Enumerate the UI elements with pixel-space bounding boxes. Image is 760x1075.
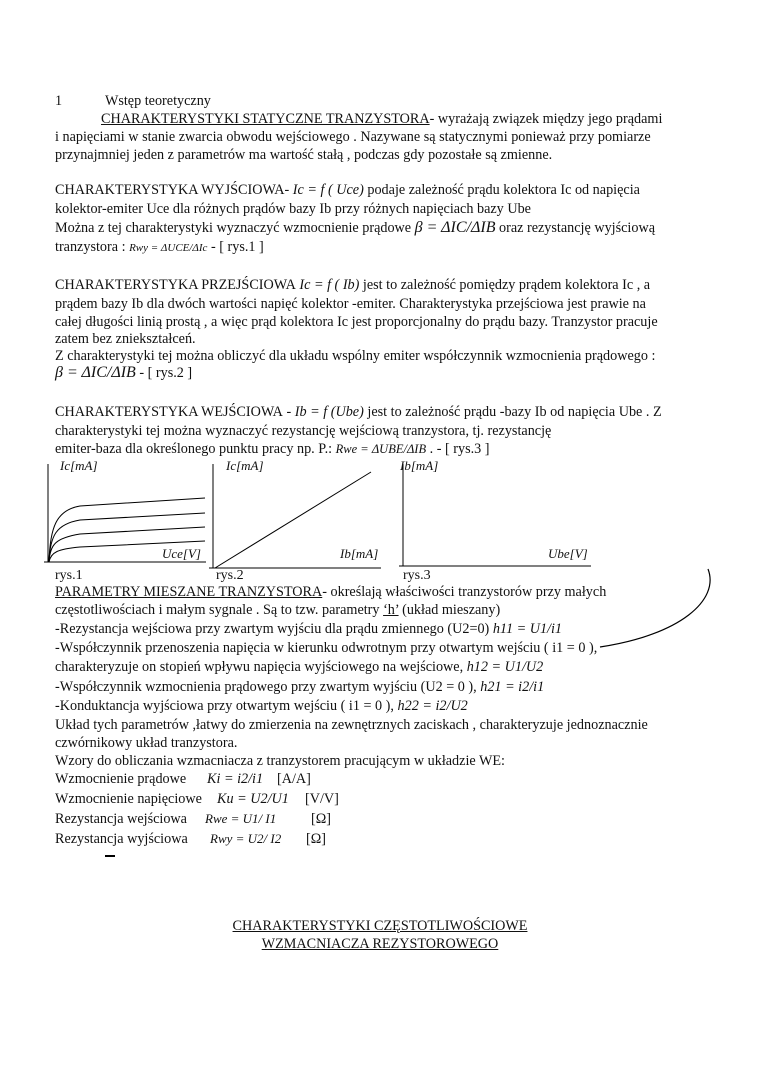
footer-title-line-1: CHARAKTERYSTYKI CZĘSTOTLIWOŚCIOWE — [232, 918, 528, 934]
intro-line-3: przynajmniej jeden z parametrów ma wartość stałą , podczas gdy pozostałe są zmienne. — [55, 147, 553, 163]
output-char-line-2: kolektor-emiter Uce dla różnych prądów bazy Ib przy różnych napięciach bazy Ube — [55, 201, 531, 217]
transfer-char-line-3: całej długości linią prostą , a więc prąd kolektora Ic jest proporcjonalny do prądu bazy. Tranzystor pracuje — [55, 314, 658, 330]
input-char-line-2: charakterystyki tej można wyznaczyć rezystancję wejściową tranzystora, tj. rezystancję — [55, 423, 552, 439]
h12-line-2: charakteryzuje on stopień wpływu napięcia wyjściowego na wejściowe, h12 = U1/U2 — [55, 659, 544, 675]
fig2-y-label: Ic[mA] — [226, 458, 264, 473]
ku-formula: Ku = U2/U1 — [217, 791, 289, 807]
intro-term: CHARAKTERYSTYKI STATYCZNE TRANZYSTORA — [101, 111, 430, 127]
section-number: 1 — [55, 93, 63, 109]
rwe-formula-2: Rwe = U1/ I1 — [205, 811, 277, 826]
beta-formula: β = ΔIC/ΔIB — [414, 219, 496, 236]
transfer-char-line-6: β = ΔIC/ΔIB - [ rys.2 ] — [55, 364, 193, 381]
formula-row-voltage-gain: Wzmocnienie napięciowe Ku = U2/U1 [V/V] — [55, 791, 339, 807]
mixed-params-term: PARAMETRY MIESZANE TRANZYSTORA — [55, 584, 323, 600]
h11-formula: h11 = U1/i1 — [492, 621, 563, 637]
fig1-y-label: Ic[mA] — [60, 458, 98, 473]
output-char-title: CHARAKTERYSTYKA WYJŚCIOWA — [55, 182, 285, 198]
formula-row-output-resistance: Rezystancja wyjściowa Rwy = U2/ I2 [Ω] — [55, 831, 326, 847]
h12-line-1: -Współczynnik przenoszenia napięcia w kierunku odwrotnym przy otwartym wejściu ( i1 = 0 ), — [55, 640, 598, 656]
ki-formula: Ki = i2/i1 — [207, 771, 264, 787]
input-char-formula: - Ib = f (Ube) — [282, 404, 364, 420]
h21-formula: h21 = i2/i1 — [480, 679, 545, 695]
h21-line: -Współczynnik wzmocnienia prądowego przy zwartym wyjściu (U2 = 0 ), h21 = i2/i1 — [55, 679, 545, 695]
output-char-line-4: tranzystora : Rwy = ΔUCE/ΔIc - [ rys.1 ] — [55, 239, 264, 255]
formula-row-input-resistance: Rezystancja wejściowa Rwe = U1/ I1 [Ω] — [55, 811, 331, 827]
fig3-y-label: Ib[mA] — [400, 458, 439, 473]
fig3-x-label: Ube[V] — [548, 546, 588, 561]
rwy-formula: Rwy = ΔUCE/ΔIc — [129, 242, 208, 254]
output-char-line-1: CHARAKTERYSTYKA WYJŚCIOWA- Ic = f ( Uce) podaje zależność prądu kolektora Ic od napięcia — [55, 182, 640, 198]
transfer-char-line-1: CHARAKTERYSTYKA PRZEJŚCIOWA Ic = f ( Ib) jest to zależność pomiędzy prądem kolektora Ic , a — [55, 277, 651, 293]
fig2-x-label: Ib[mA] — [340, 546, 379, 561]
intro-line-2: i napięciami w stanie zwarcia obwodu wejściowego . Nazywane są statycznymi ponieważ przy pomiarze — [55, 129, 651, 145]
output-char-line-3: Można z tej charakterystyki wyznaczyć wzmocnienie prądowe β = ΔIC/ΔIB oraz rezystancję wyjściową — [55, 219, 656, 236]
h22-formula: h22 = i2/U2 — [397, 698, 468, 714]
input-char-line-3: emiter-baza dla określonego punktu pracy np. P.: Rwe = ΔUBE/ΔIB . - [ rys.3 ] — [55, 441, 490, 457]
h12-formula: h12 = U1/U2 — [466, 659, 544, 675]
mixed-params-line-1: PARAMETRY MIESZANE TRANZYSTORA- określają właściwości tranzystorów przy małych — [55, 584, 607, 600]
uklad-line-1: Układ tych parametrów ,łatwy do zmierzenia na zewnętrznych zaciskach , charakteryzuje jednoznacznie — [55, 717, 648, 733]
mixed-params-line-2: częstotliwościach i małym sygnale . Są to tzw. parametry ‘h’ (układ mieszany) — [55, 602, 501, 618]
transfer-char-line-5: Z charakterystyki tej można obliczyć dla układu wspólny emiter współczynnik wzmocnienia prądowego : — [55, 348, 656, 364]
formula-row-current-gain: Wzmocnienie prądowe Ki = i2/i1 [A/A] — [55, 771, 311, 787]
section-heading — [55, 92, 211, 110]
stray-dash — [105, 855, 115, 857]
rwy-formula-2: Rwy = U2/ I2 — [210, 831, 282, 846]
transfer-char-formula: Ic = f ( Ib) — [295, 277, 360, 293]
fig2-caption: rys.2 — [216, 568, 244, 583]
input-char-title: CHARAKTERYSTYKA WEJŚCIOWA — [55, 404, 283, 420]
footer-title-line-2: WZMACNIACZA REZYSTOROWEGO — [261, 936, 499, 952]
input-char-line-1: CHARAKTERYSTYKA WEJŚCIOWA - Ib = f (Ube) jest to zależność prądu -bazy Ib od napięcia Ube . Z — [55, 404, 662, 420]
beta-formula-2: β = ΔIC/ΔIB — [55, 364, 136, 381]
transfer-char-line-2: prądem bazy Ib dla dwóch wartości napięć kolektor -emiter. Charakterystyka przejściowa jest prawie na — [55, 296, 646, 312]
fig3-caption: rys.3 — [403, 568, 431, 583]
h11-line: -Rezystancja wejściowa przy zwartym wyjściu dla prądu zmiennego (U2=0) h11 = U1/i1 — [55, 621, 563, 637]
wzory-line: Wzory do obliczania wzmacniacza z tranzystorem pracującym w układzie WE: — [55, 753, 505, 769]
h22-line: -Konduktancja wyjściowa przy otwartym wejściu ( i1 = 0 ), h22 = i2/U2 — [55, 698, 468, 714]
uklad-line-2: czwórnikowy układ tranzystora. — [55, 735, 238, 751]
output-char-formula: - Ic = f ( Uce) — [284, 182, 364, 198]
section-title: Wstęp teoretyczny — [104, 93, 211, 109]
intro-line-1: CHARAKTERYSTYKI STATYCZNE TRANZYSTORA- wyrażają związek między jego prądami — [101, 111, 663, 127]
transfer-char-line-4: zatem bez zniekształceń. — [55, 331, 196, 347]
rwe-formula: Rwe = ΔUBE/ΔIB — [335, 442, 427, 456]
h-term: ‘h’ — [383, 602, 399, 618]
fig1-caption: rys.1 — [55, 568, 83, 583]
fig1-x-label: Uce[V] — [162, 546, 201, 561]
transfer-char-title: CHARAKTERYSTYKA PRZEJŚCIOWA — [55, 277, 296, 293]
